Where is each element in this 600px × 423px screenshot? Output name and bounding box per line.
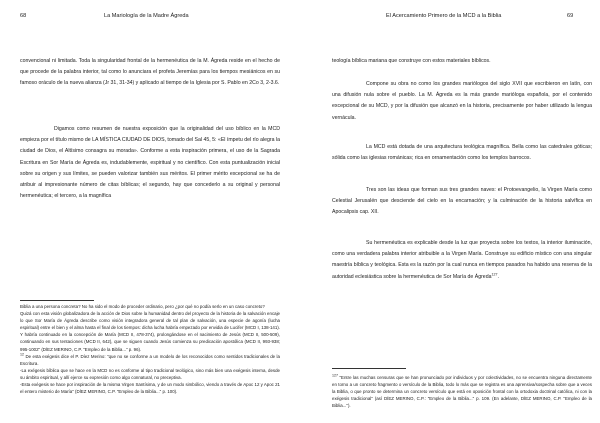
footnote-line: Quizá con esta visión globalizadora de la acción de Dios sobre la humanidad dentro del proyecto de la historia de la salvación encaje lo que Sor María de Ágreda describe como visión integradora general de tal plan de salvación, una especie de agonía (lucha espiritual) entre el bien y el alma hasta el final de los tiempos: dicha lucha habría empezado por envidia de Lucifer (MCD I, 138-141). Y habría continuado en la concepción de María (MCD II, 478-374), prolongándose en el nacimiento de Jesús (MCD II, 500-509), continuando en sus tentaciones (MCD II, 642), que se siguen cuando Jesús comienza su predicación apostólica (MCD II, 993-938; 995-1002" (DÍEZ MERINO, C.P. "Empleo de la Biblia..." p. 96). — [20, 311, 280, 352]
right-paragraph-5: Su hermenéutica es explicable desde la luz que proyecta sobre los textos, la interior iluminación, como una verdadera palabra interior atribuible a la Virgen María. Construye su edificio místico con una singular maestría bíblica y teológica. Esta es la razón por la cual nunca en tiempos pasados ha habido una reserva de la autoridad eclesiástica sobre la hermenéutica de Sor María de Ágreda$^{127}$. — [332, 240, 592, 280]
right-paragraph-1: teología bíblica mariana que construye con estos materiales bíblicos. — [332, 58, 491, 64]
right-paragraph-2: Compone su obra no como los grandes mariólogos del siglo XVII que escribieron en latín, con una difusión nula sobre el pueblo. La M. Ágreda es la más grande marióloga española, por el contenido excepcional de su MCD, y por la difusión que alcanzó en la historia, precisamente por haber utilizado la lengua vernácula. — [332, 81, 592, 121]
left-running-title: La Mariología de la Madre Ágreda — [104, 13, 189, 19]
left-footnotes — [20, 303, 280, 395]
right-footnote — [332, 374, 592, 409]
footnote-reference: 127 — [491, 271, 498, 276]
footnote-text: "Entre las muchas censuras que se han pronunciado por individuos y por colectividades, no se encuentra ninguna directamente en torno a un concreto fragmento o versículo de la Biblia, todo lo más que se registra es una aprensiva/sospecha sobre que a veces la Biblia, o que pronto se determina un concreto versículo que está en oposición frontal con la ortodoxia doctrinal católica, ni con la exégesis tradicional" (así DÍEZ MERINO, C.P.: "Empleo de la Biblia..." p. 109. (En adelante, DÍEZ MERINO, C.P. "Empleo de la Biblia..."). — [332, 375, 592, 409]
right-running-title: El Acercamiento Primero de la MCD a la Biblia — [386, 13, 502, 19]
footnote-line: Biblia a una persona concreta? No ha sido el modo de proceder ordinario, pero ¿por qué no podía serlo en un caso concreto? — [20, 304, 265, 309]
footnote-line: -Esta exégesis se hace por inspiración de la misma Virgen Santísima, y de un modo simbólico, viendo a través de Apoc 12 y Apoc 21 el entero misterio de María" (DÍEZ MERINO, C.P. "Empleo de la Biblia..." p. 100). — [20, 382, 280, 395]
footnote-number: 12 — [20, 352, 24, 357]
right-page — [300, 0, 600, 423]
right-paragraph-4: Tres son las ideas que forman sus tres grandes naves: el Protoevangelio, la Virgen María como Celestial Jerusalén que desciende del cielo en la encarnación; y la culminación de la historia salvífica en Apocalipsis cap. XII. — [332, 187, 592, 216]
right-footnote-separator — [332, 368, 406, 369]
right-paragraph-3: La MCD está dotada de una arquitectura teológica magnífica. Bella como las catedrales góticas; sólida como las iglesias románicas; rica en ornamentación como los templos barrocos. — [332, 144, 592, 162]
footnote-line: -La exégesis bíblica que se hace en la MCD no es conforme al tipo tradicional teológico, sino más bien una exégesis interna, desde su ámbito espiritual, y allí ejerce su expresión como algo connatural, no preceptiva. — [20, 367, 280, 380]
left-paragraph-2: Digamos como resumen de nuestra exposición que la originalidad del uso bíblico en la MCD empieza por el título mismo de LA MÍSTICA CIUDAD DE DIOS, tomado del Sal 45, 5: «El ímpetu del río alegra la ciudad de Dios, el Altísimo consagra su morada». Conforme a esta inspiración primera, el uso de la Sagrada Escritura en Sor María de Ágreda es, indudablemente, espiritual y no científico. Con esta puntualización inicial sobre su origen y sus límites, se pueden valorizar también sus méritos. El primer mérito excepcional se ha de atribuir al impresionante número de citas bíblicas; el segundo, hay que concederlo a su original y personal hermenéutica; el tercero, a la magnífica — [20, 126, 280, 200]
footnote-line: $^{12}$ De esta exégesis dice el P. Díez Merino: "que no se conforme a un modelo de los reconocidos como sentidos tradicionales de la Escritura. — [20, 352, 280, 366]
footnote-separator — [20, 300, 94, 301]
left-page-number: 68 — [20, 13, 27, 19]
left-paragraph-1: convencional ni limitada. Toda la singularidad frontal de la hermenéutica de la M. Ágreda reside en el hecho de que procede de la palabra interior, tal como lo anunciara el profeta Jeremías para los tiempos mesiánicos en su famoso oráculo de la nueva alianza (Jr 31, 31-34) y aplicado al tiempo de la Iglesia por S. Pablo en 2Co 3, 2-3.6. — [20, 58, 280, 87]
footnote-number: 127 — [332, 373, 338, 378]
right-page-number: 69 — [567, 13, 574, 19]
